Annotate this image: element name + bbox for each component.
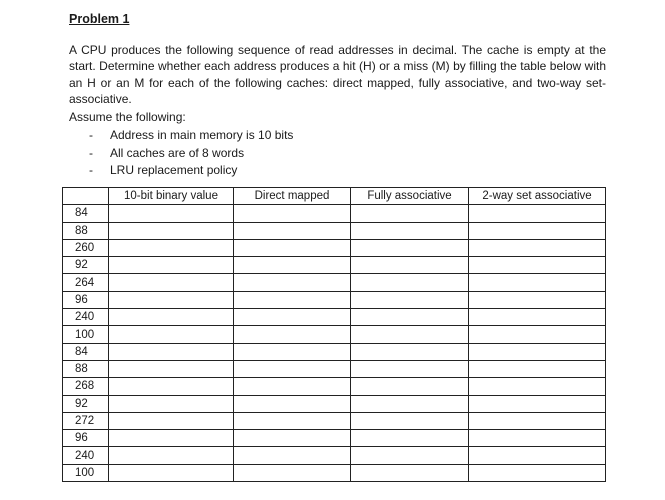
binary-cell[interactable] (109, 360, 234, 377)
direct-mapped-cell[interactable] (234, 309, 351, 326)
assumption-item: - Address in main memory is 10 bits (89, 127, 293, 145)
fully-associative-cell[interactable] (351, 326, 469, 343)
address-cell: 92 (63, 395, 109, 412)
fully-associative-cell[interactable] (351, 205, 469, 222)
binary-cell[interactable] (109, 274, 234, 291)
table-row (63, 378, 606, 395)
address-cell: 260 (63, 239, 109, 256)
problem-description: A CPU produces the following sequence of read addresses in decimal. The cache is empty at the start. Determine whether each address produces a hit (H) or a miss (M) by filling the table below with an H or an M for each of the following caches: direct mapped, fully associative, and two-way set-associative. (69, 43, 606, 106)
header-fully-associative: Fully associative (351, 188, 469, 205)
header-two-way: 2-way set associative (469, 188, 606, 205)
binary-cell[interactable] (109, 412, 234, 429)
two-way-cell[interactable] (469, 343, 606, 360)
table-row (63, 430, 606, 447)
two-way-cell[interactable] (469, 257, 606, 274)
address-cell: 84 (63, 205, 109, 222)
direct-mapped-cell[interactable] (234, 412, 351, 429)
direct-mapped-cell[interactable] (234, 464, 351, 481)
table-row (63, 291, 606, 308)
header-direct-mapped: Direct mapped (234, 188, 351, 205)
assumptions-label: Assume the following: (69, 110, 186, 124)
two-way-cell[interactable] (469, 222, 606, 239)
direct-mapped-cell[interactable] (234, 343, 351, 360)
table-row (63, 447, 606, 464)
address-cell: 240 (63, 447, 109, 464)
assumptions-list (89, 127, 293, 180)
address-cell: 88 (63, 222, 109, 239)
table-row (63, 412, 606, 429)
binary-cell[interactable] (109, 257, 234, 274)
table-row (63, 274, 606, 291)
direct-mapped-cell[interactable] (234, 360, 351, 377)
two-way-cell[interactable] (469, 447, 606, 464)
table-row (63, 309, 606, 326)
fully-associative-cell[interactable] (351, 309, 469, 326)
fully-associative-cell[interactable] (351, 291, 469, 308)
table-row (63, 360, 606, 377)
two-way-cell[interactable] (469, 291, 606, 308)
binary-cell[interactable] (109, 395, 234, 412)
binary-cell[interactable] (109, 464, 234, 481)
binary-cell[interactable] (109, 326, 234, 343)
fully-associative-cell[interactable] (351, 430, 469, 447)
table-row (63, 239, 606, 256)
assumption-item: - LRU replacement policy (89, 162, 293, 180)
address-cell: 272 (63, 412, 109, 429)
table-row (63, 464, 606, 481)
binary-cell[interactable] (109, 430, 234, 447)
direct-mapped-cell[interactable] (234, 430, 351, 447)
direct-mapped-cell[interactable] (234, 205, 351, 222)
two-way-cell[interactable] (469, 309, 606, 326)
table-row (63, 257, 606, 274)
fully-associative-cell[interactable] (351, 360, 469, 377)
binary-cell[interactable] (109, 291, 234, 308)
table-row (63, 205, 606, 222)
binary-cell[interactable] (109, 343, 234, 360)
address-cell: 268 (63, 378, 109, 395)
direct-mapped-cell[interactable] (234, 395, 351, 412)
two-way-cell[interactable] (469, 430, 606, 447)
header-binary: 10-bit binary value (109, 188, 234, 205)
problem-title: Problem 1 (69, 12, 130, 26)
address-cell: 92 (63, 257, 109, 274)
address-cell: 96 (63, 430, 109, 447)
binary-cell[interactable] (109, 222, 234, 239)
assumption-item: - All caches are of 8 words (89, 145, 293, 163)
fully-associative-cell[interactable] (351, 378, 469, 395)
header-address (63, 188, 109, 205)
direct-mapped-cell[interactable] (234, 447, 351, 464)
table-row (63, 395, 606, 412)
address-cell: 96 (63, 291, 109, 308)
two-way-cell[interactable] (469, 464, 606, 481)
direct-mapped-cell[interactable] (234, 326, 351, 343)
binary-cell[interactable] (109, 239, 234, 256)
binary-cell[interactable] (109, 447, 234, 464)
address-cell: 100 (63, 464, 109, 481)
address-cell: 264 (63, 274, 109, 291)
address-cell: 100 (63, 326, 109, 343)
fully-associative-cell[interactable] (351, 412, 469, 429)
binary-cell[interactable] (109, 309, 234, 326)
table-row (63, 326, 606, 343)
fully-associative-cell[interactable] (351, 274, 469, 291)
two-way-cell[interactable] (469, 239, 606, 256)
fully-associative-cell[interactable] (351, 343, 469, 360)
two-way-cell[interactable] (469, 360, 606, 377)
two-way-cell[interactable] (469, 326, 606, 343)
table-row (63, 343, 606, 360)
direct-mapped-cell[interactable] (234, 239, 351, 256)
direct-mapped-cell[interactable] (234, 257, 351, 274)
cache-table (62, 187, 606, 482)
fully-associative-cell[interactable] (351, 257, 469, 274)
binary-cell[interactable] (109, 378, 234, 395)
two-way-cell[interactable] (469, 412, 606, 429)
address-cell: 240 (63, 309, 109, 326)
direct-mapped-cell[interactable] (234, 378, 351, 395)
direct-mapped-cell[interactable] (234, 222, 351, 239)
two-way-cell[interactable] (469, 274, 606, 291)
two-way-cell[interactable] (469, 205, 606, 222)
two-way-cell[interactable] (469, 378, 606, 395)
address-cell: 84 (63, 343, 109, 360)
binary-cell[interactable] (109, 205, 234, 222)
table-header-row (63, 188, 606, 205)
fully-associative-cell[interactable] (351, 395, 469, 412)
table-body (63, 205, 606, 482)
address-cell: 88 (63, 360, 109, 377)
two-way-cell[interactable] (469, 395, 606, 412)
fully-associative-cell[interactable] (351, 464, 469, 481)
fully-associative-cell[interactable] (351, 239, 469, 256)
table-row (63, 222, 606, 239)
direct-mapped-cell[interactable] (234, 274, 351, 291)
fully-associative-cell[interactable] (351, 447, 469, 464)
fully-associative-cell[interactable] (351, 222, 469, 239)
direct-mapped-cell[interactable] (234, 291, 351, 308)
